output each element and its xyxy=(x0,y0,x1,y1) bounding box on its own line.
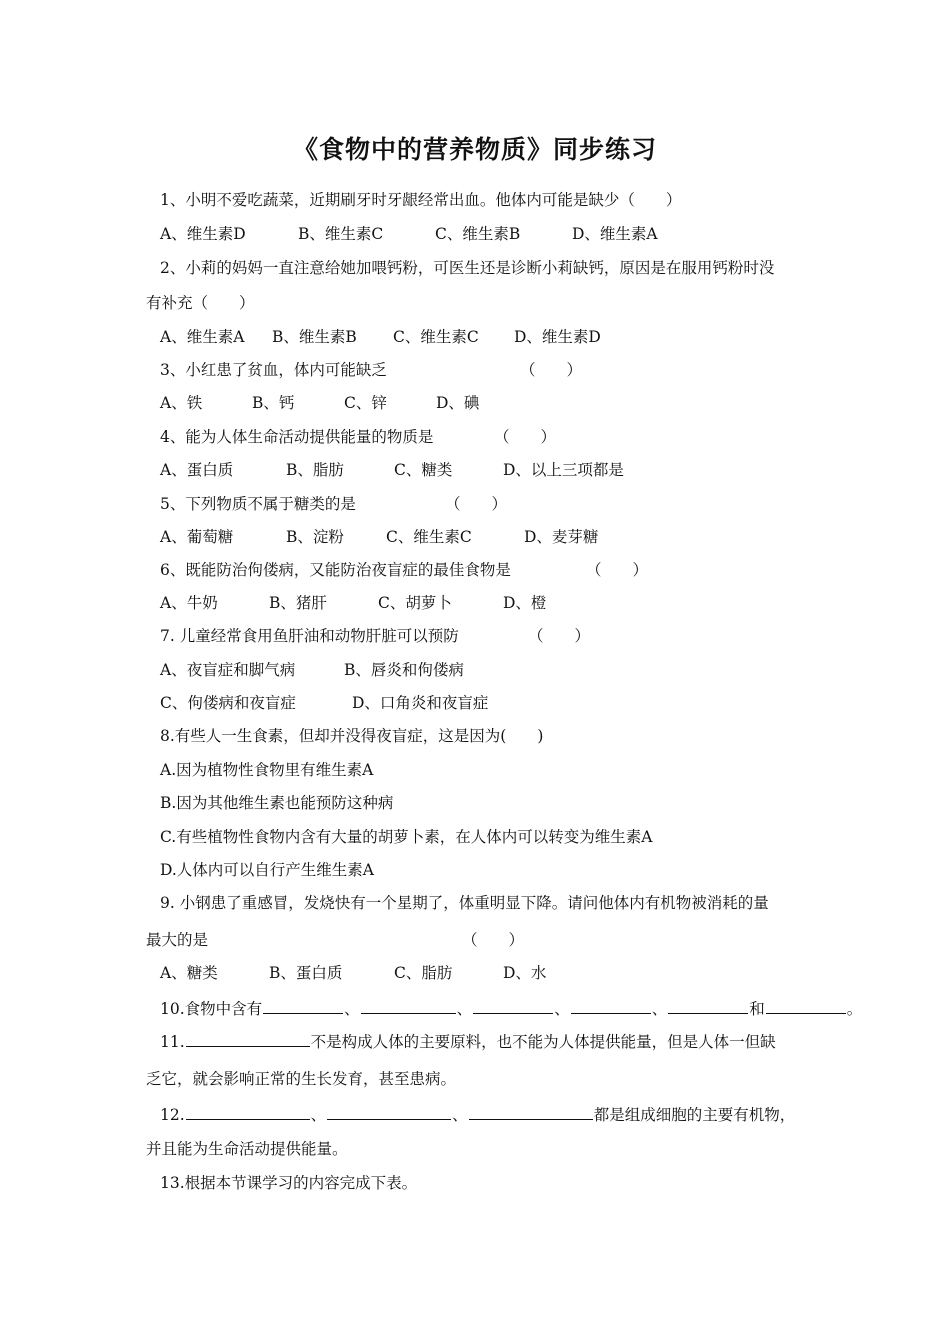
question-8: 8.有些人一生食素，但却并没得夜盲症，这是因为( ) xyxy=(160,727,544,745)
fill-blank[interactable] xyxy=(469,1103,593,1120)
fill-blank[interactable] xyxy=(327,1103,451,1120)
question-9-stem-end: 最大的是 xyxy=(146,931,209,949)
conjunction: 和 xyxy=(749,1000,765,1018)
option-d: D、水 xyxy=(503,964,547,982)
option-c: C、胡萝卜 xyxy=(378,594,452,612)
option-d: D、维生素A xyxy=(572,225,658,243)
question-12-number: 12. xyxy=(160,1106,185,1124)
option-c: C、维生素B xyxy=(435,225,521,243)
option-d: D、维生素D xyxy=(514,328,601,346)
question-3-stem: 3、小红患了贫血，体内可能缺乏 xyxy=(160,361,387,379)
question-2-line-1: 2、小莉的妈妈一直注意给她加喂钙粉，可医生还是诊断小莉缺钙，原因是在服用钙粉时没 xyxy=(160,259,775,277)
option-a: A.因为植物性食物里有维生素A xyxy=(160,761,374,779)
question-11-line-1 xyxy=(160,1030,776,1050)
option-d: D、麦芽糖 xyxy=(524,528,599,546)
separator: 、 xyxy=(310,1106,327,1124)
question-7-stem: 7. 儿童经常食用鱼肝油和动物肝脏可以预防 xyxy=(160,627,459,645)
question-1: 1、小明不爱吃蔬菜，近期刷牙时牙龈经常出血。他体内可能是缺少（ ） xyxy=(160,191,682,209)
separator: 、 xyxy=(554,1000,570,1018)
option-c: C、佝偻病和夜盲症 xyxy=(160,694,296,712)
separator: 、 xyxy=(651,1000,668,1018)
question-10-stem: 10.食物中含有 xyxy=(160,1000,263,1018)
separator: 、 xyxy=(344,1000,360,1018)
option-a: A、糖类 xyxy=(160,964,218,982)
option-b: B、钙 xyxy=(252,394,295,412)
option-b: B、淀粉 xyxy=(286,528,344,546)
option-c: C、脂肪 xyxy=(394,964,453,982)
question-5 xyxy=(160,494,508,514)
page-title: 《食物中的营养物质》同步练习 xyxy=(292,135,657,164)
option-a: A、夜盲症和脚气病 xyxy=(160,661,296,679)
answer-paren: （ ） xyxy=(494,428,557,446)
fill-blank[interactable] xyxy=(263,997,343,1014)
option-d: D、以上三项都是 xyxy=(503,461,624,479)
option-d: D、口角炎和夜盲症 xyxy=(352,694,489,712)
option-c: C、维生素C xyxy=(386,528,472,546)
fill-blank[interactable] xyxy=(186,1030,310,1047)
option-d: D、碘 xyxy=(436,394,480,412)
option-b: B、维生素B xyxy=(272,328,357,346)
answer-paren: （ ） xyxy=(528,627,591,645)
answer-paren: （ ） xyxy=(462,931,525,949)
question-4-stem: 4、能为人体生命活动提供能量的物质是 xyxy=(160,428,434,446)
fill-blank[interactable] xyxy=(668,997,748,1014)
question-3 xyxy=(160,360,583,380)
option-a: A、葡萄糖 xyxy=(160,528,234,546)
option-a: A、维生素D xyxy=(160,225,246,243)
option-a: A、铁 xyxy=(160,394,203,412)
option-a: A、维生素A xyxy=(160,328,245,346)
option-c: C、锌 xyxy=(344,394,387,412)
question-11-line-2: 乏它，就会影响正常的生长发育，甚至患病。 xyxy=(146,1070,457,1088)
option-d: D、橙 xyxy=(503,594,547,612)
question-6-stem: 6、既能防治佝偻病，又能防治夜盲症的最佳食物是 xyxy=(160,561,511,579)
period: 。 xyxy=(846,1000,863,1018)
answer-paren: （ ） xyxy=(445,495,508,513)
question-11-number: 11. xyxy=(160,1033,185,1051)
question-9-line-1: 9. 小钢患了重感冒，发烧快有一个星期了，体重明显下降。请问他体内有机物被消耗的量 xyxy=(160,894,769,912)
option-b: B、唇炎和佝偻病 xyxy=(344,661,464,679)
question-10 xyxy=(160,997,862,1017)
question-11-stem: 不是构成人体的主要原料，也不能为人体提供能量，但是人体一但缺 xyxy=(310,1033,776,1051)
option-b: B、维生素C xyxy=(298,225,384,243)
option-c: C.有些植物性食物内含有大量的胡萝卜素，在人体内可以转变为维生素A xyxy=(160,828,653,846)
question-5-stem: 5、下列物质不属于糖类的是 xyxy=(160,495,356,513)
question-12-line-1 xyxy=(160,1103,795,1123)
option-b: B、脂肪 xyxy=(286,461,344,479)
question-7 xyxy=(160,626,591,646)
question-13: 13.根据本节课学习的内容完成下表。 xyxy=(160,1174,418,1192)
answer-paren: （ ） xyxy=(586,561,649,579)
question-4 xyxy=(160,427,557,447)
option-a: A、蛋白质 xyxy=(160,461,234,479)
fill-blank[interactable] xyxy=(186,1103,310,1120)
fill-blank[interactable] xyxy=(361,997,456,1014)
option-b: B、猪肝 xyxy=(269,594,327,612)
option-b: B、蛋白质 xyxy=(269,964,343,982)
fill-blank[interactable] xyxy=(571,997,651,1014)
option-d: D.人体内可以自行产生维生素A xyxy=(160,861,374,879)
option-c: C、糖类 xyxy=(394,461,453,479)
question-9-line-2 xyxy=(146,930,525,950)
question-12-line-2: 并且能为生命活动提供能量。 xyxy=(146,1140,348,1158)
question-2-line-2: 有补充（ ） xyxy=(146,294,255,312)
option-b: B.因为其他维生素也能预防这种病 xyxy=(160,794,394,812)
answer-paren: （ ） xyxy=(520,361,583,379)
option-a: A、牛奶 xyxy=(160,594,218,612)
fill-blank[interactable] xyxy=(473,997,553,1014)
question-12-stem: 都是组成细胞的主要有机物， xyxy=(593,1106,796,1124)
separator: 、 xyxy=(452,1106,468,1124)
question-6 xyxy=(160,560,649,580)
fill-blank[interactable] xyxy=(766,997,846,1014)
option-c: C、维生素C xyxy=(393,328,479,346)
separator: 、 xyxy=(456,1000,473,1018)
